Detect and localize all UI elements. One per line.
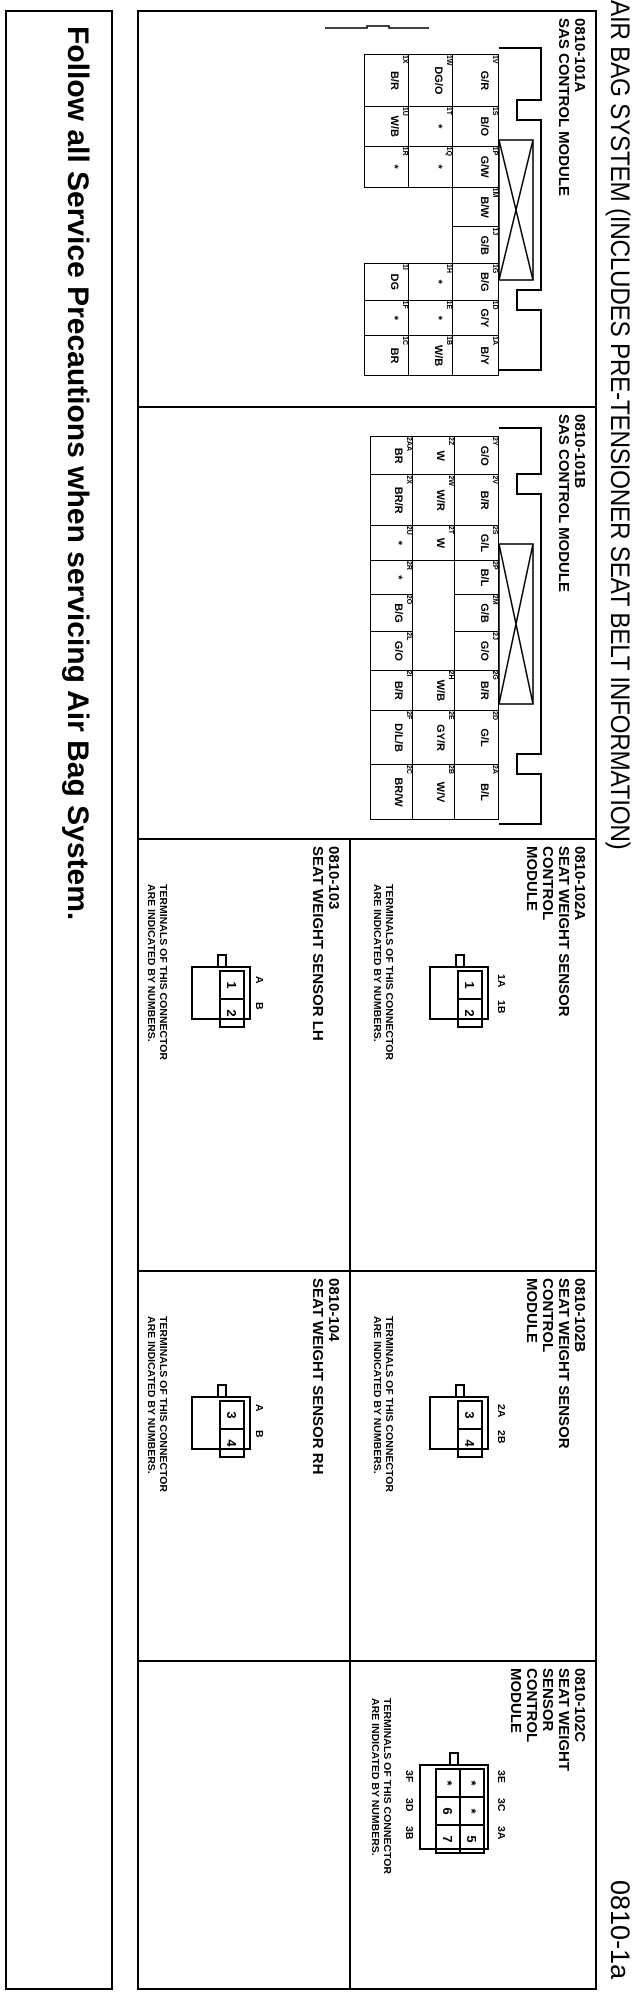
pin-cell: 2L G/O bbox=[371, 632, 413, 670]
terminal-note: ARE INDICATED BY NUMBERS. bbox=[371, 884, 383, 1042]
terminal-note: TERMINALS OF THIS CONNECTOR bbox=[157, 1316, 169, 1492]
terminal-note: TERMINALS OF THIS CONNECTOR bbox=[383, 1316, 395, 1492]
connector-latch bbox=[455, 954, 465, 966]
pin-cell: 1R * bbox=[365, 146, 409, 187]
pin-cell: 2U * bbox=[371, 525, 413, 560]
connector-name-line: MODULE bbox=[523, 1278, 540, 1343]
pin-cell: 1W DG/O bbox=[409, 55, 453, 107]
connector-name-line: SEAT WEIGHT SENSOR bbox=[555, 846, 572, 1017]
pin-label: 3C bbox=[495, 1798, 507, 1812]
pin-cell: 2 bbox=[220, 999, 244, 1027]
connector-latch bbox=[455, 1384, 465, 1396]
connector-name: SEAT WEIGHT SENSOR LH bbox=[309, 846, 326, 1041]
connector-id: 0810-103 bbox=[325, 846, 342, 910]
connector-id: 0810-101B bbox=[571, 414, 588, 489]
pin-cell: 2 bbox=[458, 999, 482, 1027]
connector-latch bbox=[449, 1752, 459, 1764]
pin-label: A bbox=[253, 1404, 265, 1412]
pin-cell: 2R * bbox=[371, 560, 413, 594]
page-title: AIR BAG SYSTEM (INCLUDES PRE-TENSIONER SEAT BELT INFORMATION) bbox=[605, 0, 635, 850]
pin-gap bbox=[413, 560, 455, 670]
pin-cell: 1H * bbox=[409, 264, 453, 301]
pin-label: A bbox=[253, 976, 265, 984]
pin-label: 3F bbox=[403, 1770, 415, 1783]
pin-label: 1A bbox=[495, 974, 507, 988]
pin-cell: 6 bbox=[436, 1797, 460, 1825]
connector-name: SAS CONTROL MODULE bbox=[555, 414, 572, 593]
precaution-text: Follow all Service Precautions when servicing Air Bag System. bbox=[61, 26, 94, 921]
terminal-note: ARE INDICATED BY NUMBERS. bbox=[145, 884, 157, 1042]
connector-id: 0810-102B bbox=[571, 1278, 588, 1353]
pin-cell: 2D G/L bbox=[455, 711, 499, 765]
precaution-box bbox=[5, 10, 113, 1990]
pin-cell: 2G B/R bbox=[455, 670, 499, 711]
pin-label: 3A bbox=[495, 1826, 507, 1840]
pin-cell: 2B W/V bbox=[413, 764, 455, 819]
pin-cell: 1I DG bbox=[365, 264, 409, 301]
pin-cell: 1B W/B bbox=[409, 336, 453, 376]
pin-cell: 2E GY/R bbox=[413, 711, 455, 765]
pin-gap bbox=[409, 187, 453, 263]
terminal-note: ARE INDICATED BY NUMBERS. bbox=[371, 1316, 383, 1474]
grid-divider bbox=[137, 1660, 597, 1662]
pin-cell: 5 bbox=[460, 1825, 484, 1853]
connector-name-line: MODULE bbox=[523, 846, 540, 911]
pin-cell: 2M G/B bbox=[455, 594, 499, 631]
pin-label: 2B bbox=[495, 1430, 507, 1444]
connector-name-line: MODULE bbox=[507, 1668, 524, 1733]
pin-cell: 2AA BR bbox=[371, 437, 413, 475]
pin-label: 2A bbox=[495, 1404, 507, 1418]
connector-name: SAS CONTROL MODULE bbox=[555, 18, 572, 197]
grid-divider bbox=[137, 1270, 597, 1272]
connector-id: 0810-102A bbox=[571, 846, 588, 921]
pin-cell: 1S B/O bbox=[453, 106, 499, 146]
connector-latch bbox=[217, 1384, 227, 1396]
pin-cell: * bbox=[460, 1769, 484, 1797]
pin-cell: 1J G/B bbox=[453, 227, 499, 264]
pin-grid bbox=[435, 1768, 485, 1854]
connector-name-line: SEAT WEIGHT SENSOR bbox=[555, 1278, 572, 1449]
connector-name-line: CONTROL bbox=[539, 846, 556, 921]
pin-label: 3B bbox=[403, 1826, 415, 1840]
connector-name-line: SEAT WEIGHT bbox=[555, 1668, 572, 1772]
pin-cell: 2F D/L/B bbox=[371, 711, 413, 765]
pin-cell: 2Y G/O bbox=[455, 437, 499, 475]
pin-label: B bbox=[253, 1002, 265, 1010]
pin-cell: 1E * bbox=[409, 300, 453, 336]
connector-id: 0810-101A bbox=[571, 18, 588, 93]
pin-cell: 1X B/R bbox=[365, 55, 409, 107]
pin-cell: 1A B/Y bbox=[453, 336, 499, 376]
connector-latch bbox=[217, 954, 227, 966]
pin-cell: 1G B/G bbox=[453, 264, 499, 301]
pin-label: B bbox=[253, 1430, 265, 1438]
pin-cell: 2Z W bbox=[413, 437, 455, 475]
pin-cell: 3 bbox=[458, 1401, 482, 1429]
grid-divider bbox=[137, 406, 597, 408]
terminal-note: TERMINALS OF THIS CONNECTOR bbox=[383, 884, 395, 1060]
pin-cell: 1 bbox=[220, 971, 244, 999]
connector-name-line: SENSOR bbox=[539, 1668, 556, 1732]
pin-cell: 2J G/O bbox=[455, 632, 499, 670]
connector-name-line: CONTROL bbox=[523, 1668, 540, 1743]
terminal-note: TERMINALS OF THIS CONNECTOR bbox=[381, 1698, 393, 1874]
pin-cell: 2A B/L bbox=[455, 764, 499, 819]
pin-cell: 1D G/Y bbox=[453, 300, 499, 336]
terminal-note: TERMINALS OF THIS CONNECTOR bbox=[157, 884, 169, 1060]
pin-cell: 4 bbox=[220, 1429, 244, 1457]
connector-name: SEAT WEIGHT SENSOR RH bbox=[309, 1278, 326, 1475]
pin-cell: 1C BR bbox=[365, 336, 409, 376]
pin-cell: 1P G/W bbox=[453, 146, 499, 187]
pin-cell: 2H W/B bbox=[413, 670, 455, 711]
pin-cell: 7 bbox=[436, 1825, 460, 1853]
pin-grid bbox=[364, 54, 499, 376]
pin-cell: 2P B/L bbox=[455, 560, 499, 594]
pin-cell: 2I B/R bbox=[371, 670, 413, 711]
pin-cell: * bbox=[460, 1797, 484, 1825]
grid-divider bbox=[137, 838, 597, 840]
connector-name-line: CONTROL bbox=[539, 1278, 556, 1353]
pin-cell: 2X BR/R bbox=[371, 475, 413, 526]
pin-cell: 1Q * bbox=[409, 146, 453, 187]
pin-cell: 1V G/R bbox=[453, 55, 499, 107]
pin-cell: 2O B/G bbox=[371, 594, 413, 631]
connector-id: 0810-104 bbox=[325, 1278, 342, 1342]
pin-grid bbox=[457, 1400, 483, 1458]
pin-grid bbox=[219, 970, 245, 1028]
pin-cell: 2T W bbox=[413, 525, 455, 560]
connector-id: 0810-102C bbox=[571, 1668, 588, 1743]
pin-cell: 2V B/R bbox=[455, 475, 499, 526]
pin-grid bbox=[370, 436, 499, 820]
pin-cell: 4 bbox=[458, 1429, 482, 1457]
pin-gap bbox=[365, 187, 409, 263]
pin-cell: * bbox=[436, 1769, 460, 1797]
pin-cell: 3 bbox=[220, 1401, 244, 1429]
grid-divider bbox=[349, 838, 351, 1990]
terminal-note: ARE INDICATED BY NUMBERS. bbox=[369, 1698, 381, 1856]
page-code: 0810-1a bbox=[605, 1880, 635, 1980]
pin-cell: 1F * bbox=[365, 300, 409, 336]
pin-label: 3D bbox=[403, 1798, 415, 1812]
pin-cell: 2W W/R bbox=[413, 475, 455, 526]
pin-grid bbox=[219, 1400, 245, 1458]
pin-cell: 1 bbox=[458, 971, 482, 999]
pin-label: 3E bbox=[495, 1770, 507, 1783]
pin-cell: 1T * bbox=[409, 106, 453, 146]
pin-cell: 2C BR/W bbox=[371, 764, 413, 819]
pin-cell: 2S G/L bbox=[455, 525, 499, 560]
pin-grid bbox=[457, 970, 483, 1028]
pin-label: 1B bbox=[495, 1000, 507, 1014]
pin-cell: 1M B/W bbox=[453, 187, 499, 227]
pin-cell: 1U W/B bbox=[365, 106, 409, 146]
terminal-note: ARE INDICATED BY NUMBERS. bbox=[145, 1316, 157, 1474]
